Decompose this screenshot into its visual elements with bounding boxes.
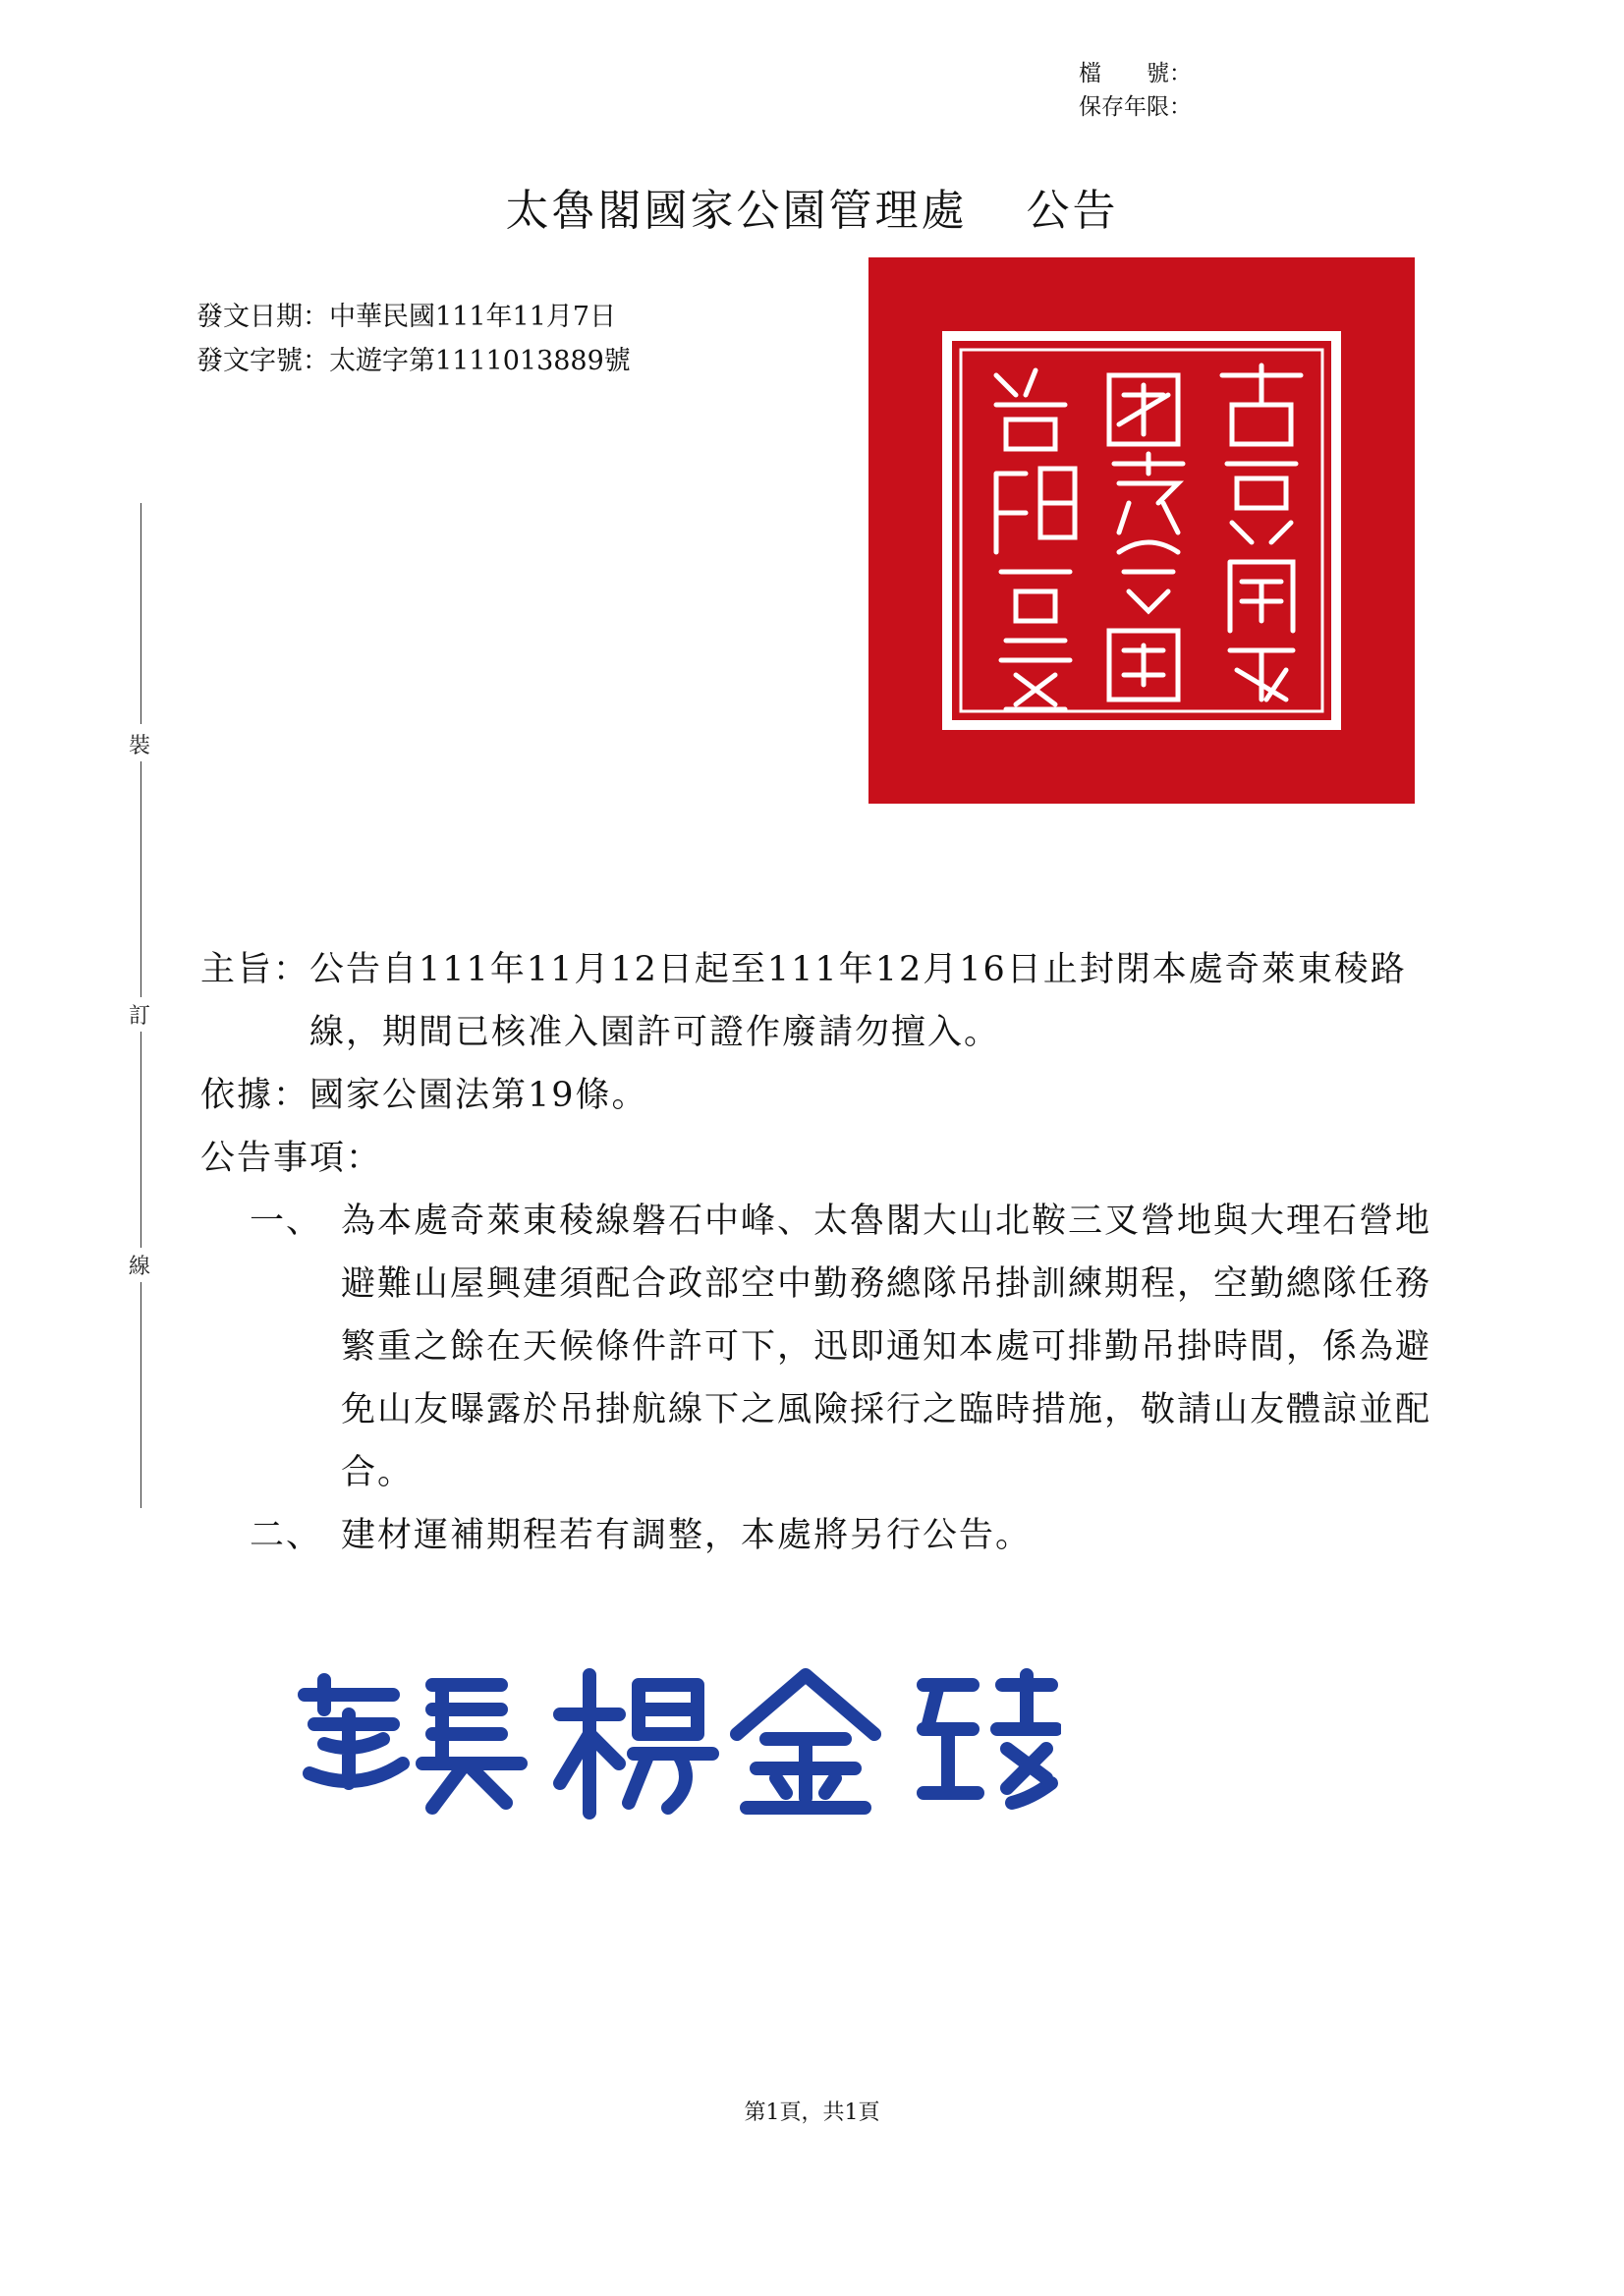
retention-period-label: 保存年限： <box>1079 94 1192 120</box>
binding-line-mid1 <box>140 761 141 997</box>
issue-date-label: 發文日期： <box>196 302 329 332</box>
director-signature-stamp <box>295 1655 1061 1822</box>
binding-line-top <box>140 503 141 724</box>
notice-item <box>250 1504 1438 1567</box>
notice-item <box>250 1190 1438 1504</box>
seal-image <box>868 257 1415 804</box>
signature-image <box>295 1655 1061 1822</box>
items-heading <box>200 1127 1438 1190</box>
binding-line-mid2 <box>140 1032 141 1248</box>
notice-item-text: 為本處奇萊東稜線磐石中峰、太魯閣大山北鞍三叉營地與大理石營地避難山屋興建須配合政部空中勤務總隊吊掛訓練期程，空勤總隊任務繁重之餘在天候條件許可下，迅即通知本處可排勤吊掛時間，係為避免山友曝露於吊掛航線下之風險採行之臨時措施，敬請山友體諒並配合。 <box>341 1202 1432 1492</box>
document-body <box>200 938 1438 1567</box>
issue-date-row <box>196 295 631 339</box>
notice-item-text: 建材運補期程若有調整，本處將另行公告。 <box>341 1516 1033 1555</box>
binding-char-3: 線 <box>129 1255 151 1279</box>
subject-paragraph <box>200 938 1438 1064</box>
file-meta <box>1079 57 1192 124</box>
issue-number-label: 發文字號： <box>196 346 329 376</box>
notice-item-number: 二、 <box>250 1516 323 1555</box>
binding-char-2: 訂 <box>129 1004 151 1029</box>
subject-label: 主旨： <box>200 950 310 989</box>
basis-label: 依據： <box>200 1076 310 1115</box>
official-seal <box>868 257 1415 804</box>
agency-name: 太魯閣國家公園管理處 <box>505 186 968 236</box>
issue-info <box>196 295 631 383</box>
binding-line-bottom <box>140 1282 141 1508</box>
items-label: 公告事項： <box>200 1139 383 1178</box>
basis-text: 國家公園法第19條。 <box>309 1076 648 1115</box>
subject-text: 公告自111年11月12日起至111年12月16日止封閉本處奇萊東稜路線，期間已核准入園許可證作廢請勿擅入。 <box>309 950 1407 1052</box>
issue-date-value: 中華民國111年11月7日 <box>329 302 617 332</box>
document-title <box>0 175 1624 238</box>
binding-char-1: 裝 <box>129 734 151 758</box>
page-number: 第1頁，共1頁 <box>744 2100 880 2125</box>
basis-paragraph <box>200 1064 1438 1127</box>
issue-number-row <box>196 339 631 383</box>
issue-number-value: 太遊字第1111013889號 <box>329 346 631 376</box>
document-type: 公告 <box>1026 186 1119 236</box>
notice-item-number: 一、 <box>250 1202 323 1241</box>
file-number-label: 檔 號： <box>1079 61 1192 86</box>
